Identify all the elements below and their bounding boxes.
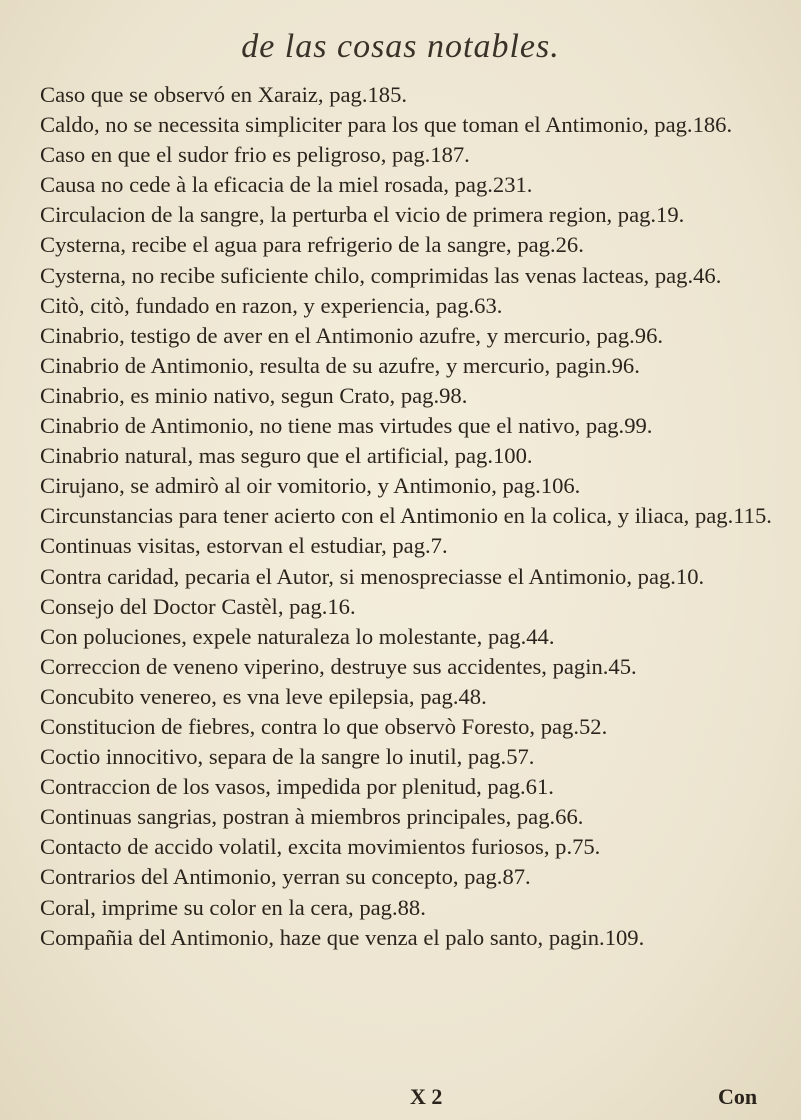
index-entry: Circunstancias para tener acierto con el Antimonio en la colica, y iliaca, pag.115. <box>40 503 772 529</box>
catchword: Con <box>718 1084 758 1109</box>
index-entry: Continuas visitas, estorvan el estudiar, pag.7. <box>40 533 448 559</box>
index-entry: Cinabrio, es minio nativo, segun Crato, pag.98. <box>40 382 468 408</box>
index-entry: Cinabrio, testigo de aver en el Antimonio azufre, y mercurio, pag.96. <box>40 322 664 348</box>
index-entry: Circulacion de la sangre, la perturba el vicio de primera region, pag.19. <box>40 202 685 228</box>
index-entry: Cysterna, recibe el agua para refrigerio de la sangre, pag.26. <box>40 232 584 258</box>
index-entry: Citò, citò, fundado en razon, y experiencia, pag.63. <box>40 292 503 318</box>
index-entry: Compañia del Antimonio, haze que venza el palo santo, pagin.109. <box>40 924 645 950</box>
index-entry: Causa no cede à la eficacia de la miel rosada, pag.231. <box>40 172 533 198</box>
running-header: de las cosas notables. <box>241 28 560 65</box>
index-entry: Continuas sangrias, postran à miembros principales, pag.66. <box>40 804 584 830</box>
index-entry: Coral, imprime su color en la cera, pag.88. <box>40 894 426 920</box>
index-entry: Cysterna, no recibe suficiente chilo, comprimidas las venas lacteas, pag.46. <box>40 262 722 288</box>
signature-mark: X 2 <box>410 1084 443 1109</box>
index-entry: Contra caridad, pecaria el Autor, si menospreciasse el Antimonio, pag.10. <box>40 563 705 589</box>
index-entry: Cirujano, se admirò al oir vomitorio, y Antimonio, pag.106. <box>40 473 581 499</box>
index-entry: Consejo del Doctor Castèl, pag.16. <box>40 593 356 619</box>
index-entry: Coctio innocitivo, separa de la sangre lo inutil, pag.57. <box>40 744 535 770</box>
page-footer <box>0 1084 801 1114</box>
index-entry: Contraccion de los vasos, impedida por plenitud, pag.61. <box>40 774 554 800</box>
index-entry: Correccion de veneno viperino, destruye sus accidentes, pagin.45. <box>40 653 637 679</box>
index-list <box>40 80 780 953</box>
index-entry: Concubito venereo, es vna leve epilepsia, pag.48. <box>40 683 487 709</box>
index-entry: Contacto de accido volatil, excita movimientos furiosos, p.75. <box>40 834 601 860</box>
index-entry: Cinabrio natural, mas seguro que el artificial, pag.100. <box>40 443 533 469</box>
index-entry: Caldo, no se necessita simpliciter para los que toman el Antimonio, pag.186. <box>40 112 733 138</box>
index-entry: Caso en que el sudor frio es peligroso, pag.187. <box>40 142 470 168</box>
index-entry: Contrarios del Antimonio, yerran su concepto, pag.87. <box>40 864 531 890</box>
index-entry: Constitucion de fiebres, contra lo que observò Foresto, pag.52. <box>40 713 608 739</box>
index-entry: Con poluciones, expele naturaleza lo molestante, pag.44. <box>40 623 555 649</box>
index-entry: Cinabrio de Antimonio, no tiene mas virtudes que el nativo, pag.99. <box>40 413 653 439</box>
index-entry: Caso que se observó en Xaraiz, pag.185. <box>40 82 408 107</box>
index-entry: Cinabrio de Antimonio, resulta de su azufre, y mercurio, pagin.96. <box>40 352 640 378</box>
